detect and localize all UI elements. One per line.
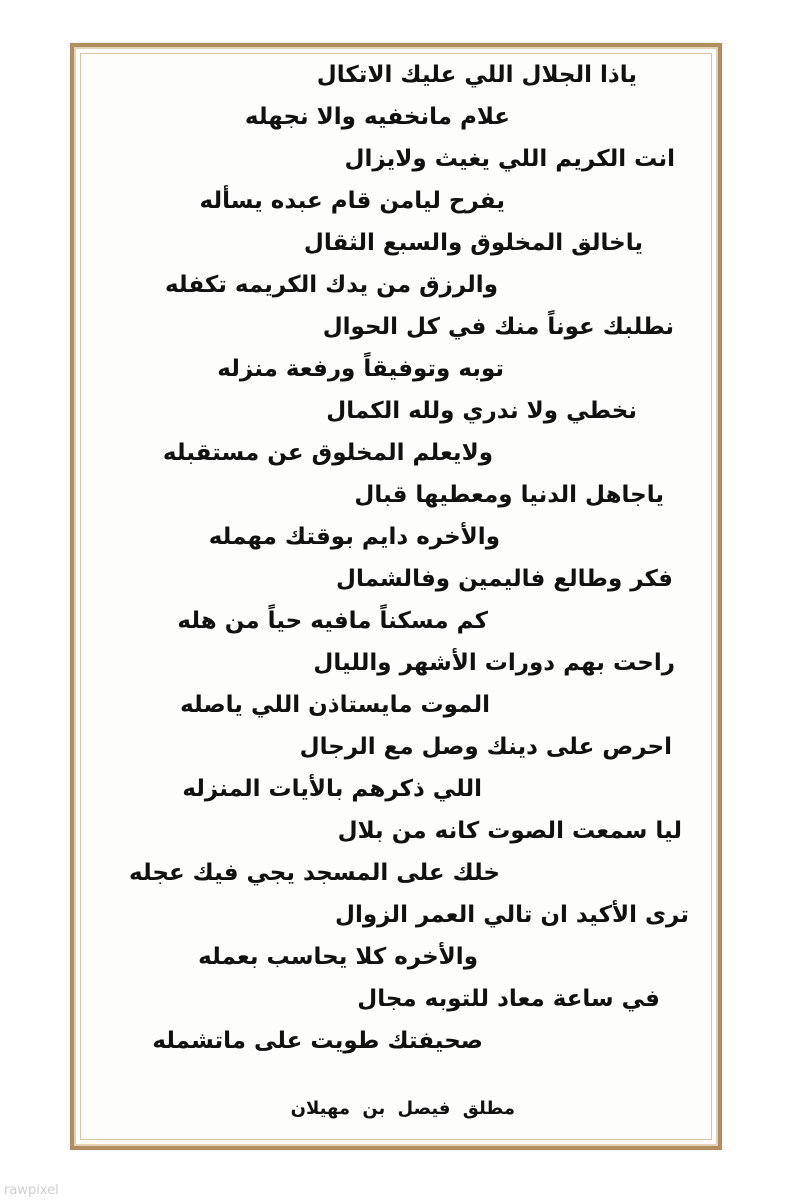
poem-line: صحيفتك طويت على ماتشمله: [152, 1028, 483, 1054]
poem-line: توبه وتوفيقاً ورفعة منزله: [217, 356, 504, 382]
poet-signature: مطلق فيصل بن مهيلان: [290, 1098, 515, 1119]
poem-line: انت الكريم اللي يغيث ولايزال: [344, 146, 675, 172]
poem-line: احرص على دينك وصل مع الرجال: [299, 734, 672, 760]
poem-line: فكر وطالع فاليمين وفالشمال: [336, 566, 673, 592]
poem-line: ياذا الجلال اللي عليك الاتكال: [316, 62, 637, 88]
poem-line: خلك على المسجد يجي فيك عجله: [129, 860, 500, 886]
poem-frame-inner-border: [80, 53, 712, 1140]
poem-line: راحت بهم دورات الأشهر والليال: [313, 650, 675, 676]
poem-line: يفرح ليامن قام عبده يسأله: [199, 188, 505, 214]
poem-line: ياخالق المخلوق والسبع الثقال: [303, 230, 643, 256]
poem-line: ياجاهل الدنيا ومعطيها قبال: [354, 482, 664, 508]
poem-line: كم مسكناً مافيه حياً من هله: [177, 608, 488, 634]
poem-line: والأخره دايم بوقتك مهمله: [208, 524, 500, 550]
poem-line: والرزق من يدك الكريمه تكفله: [164, 272, 498, 298]
poem-line: ترى الأكيد ان تالي العمر الزوال: [334, 902, 689, 928]
poem-line: والأخره كلا يحاسب بعمله: [198, 944, 478, 970]
poem-line: اللي ذكرهم بالأيات المنزله: [182, 776, 482, 802]
poem-line: نطلبك عوناً منك في كل الحوال: [322, 314, 674, 340]
poem-line: علام مانخفيه والا نجهله: [244, 104, 510, 130]
poem-line: ليا سمعت الصوت كانه من بلال: [337, 818, 682, 844]
poem-line: الموت مايستاذن اللي ياصله: [180, 692, 490, 718]
poem-line: ولايعلم المخلوق عن مستقبله: [162, 440, 493, 466]
poem-line: في ساعة معاد للتوبه مجال: [357, 986, 660, 1012]
poem-line: نخطي ولا ندري ولله الكمال: [326, 398, 637, 424]
watermark: rawpixel: [4, 1183, 59, 1198]
